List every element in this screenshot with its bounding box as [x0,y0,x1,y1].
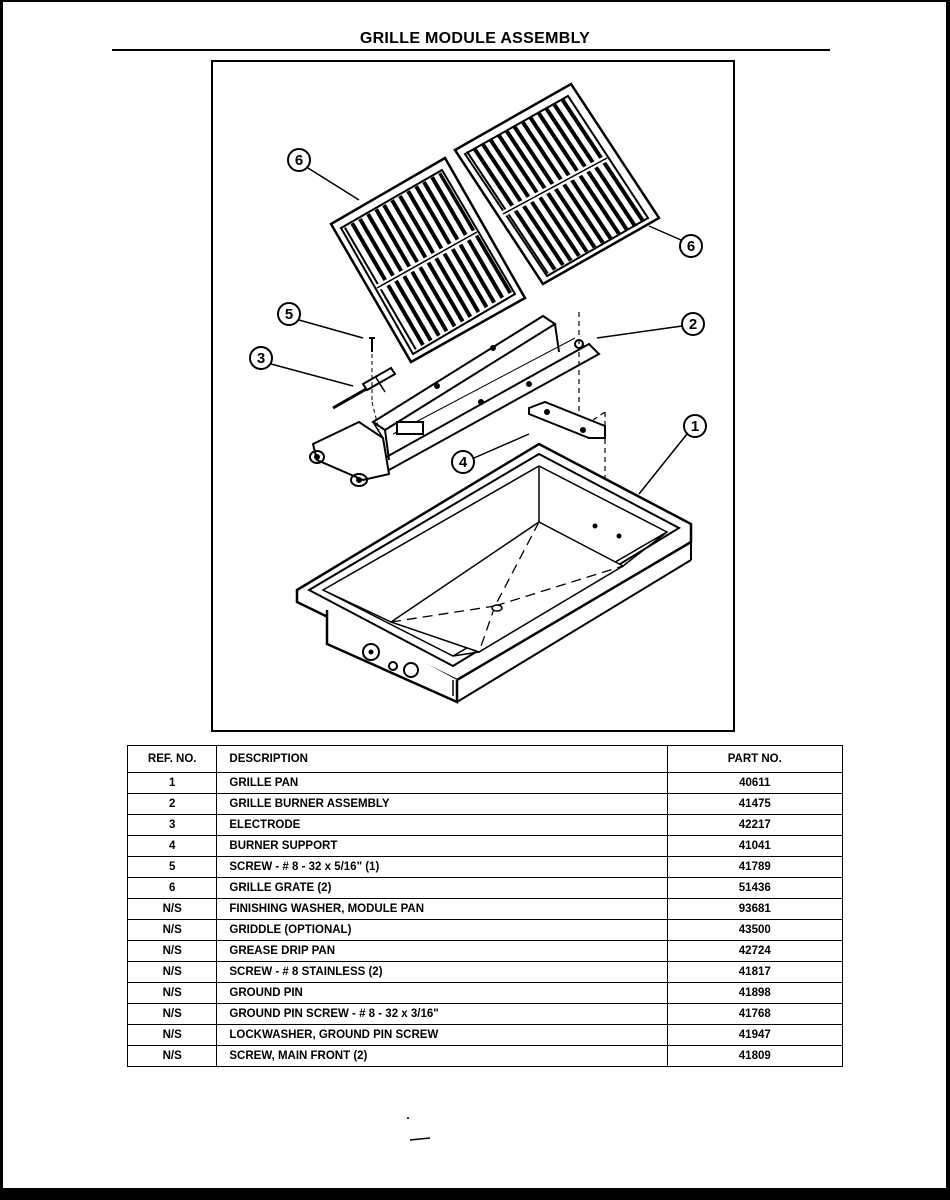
page-border-right [946,0,950,1200]
electrode [333,368,395,408]
parts-table [127,745,843,1067]
scan-specks [400,1110,460,1150]
parts-table-header [128,746,843,773]
description-cell: GROUND PIN SCREW - # 8 - 32 x 3/16" [217,1004,667,1025]
svg-text:1: 1 [690,418,700,435]
svg-text:6: 6 [294,152,304,169]
part-no-cell: 51436 [667,878,842,899]
callout-1 [639,415,706,494]
part-no-cell: 40611 [667,773,842,794]
table-row [128,962,843,983]
callout-3 [250,347,353,386]
grille-pan [297,444,691,702]
table-row [128,1025,843,1046]
table-row [128,836,843,857]
table-row [128,857,843,878]
part-no-cell: 41898 [667,983,842,1004]
part-no-cell: 93681 [667,899,842,920]
table-row [128,983,843,1004]
description-cell: SCREW, MAIN FRONT (2) [217,1046,667,1067]
svg-text:4: 4 [458,454,468,471]
description-cell: GREASE DRIP PAN [217,941,667,962]
page-border-bottom [0,1188,950,1200]
ref-no-cell: 3 [128,815,217,836]
part-no-cell: 41789 [667,857,842,878]
description-cell: GRILLE GRATE (2) [217,878,667,899]
ref-no-cell: 1 [128,773,217,794]
description-cell: SCREW - # 8 STAINLESS (2) [217,962,667,983]
callout-5 [278,303,363,338]
table-row [128,1046,843,1067]
page-border-left [0,0,3,1200]
table-row [128,773,843,794]
exploded-view-figure [211,60,735,732]
part-no-cell: 41041 [667,836,842,857]
part-no-cell: 41947 [667,1025,842,1046]
callout-6-right [649,226,702,257]
table-row [128,899,843,920]
ref-no-cell: 5 [128,857,217,878]
part-no-cell: 41475 [667,794,842,815]
page-title: GRILLE MODULE ASSEMBLY [359,30,591,47]
svg-text:3: 3 [256,350,266,367]
title-underline [112,49,830,51]
ref-no-cell: N/S [128,899,217,920]
ref-no-header: REF. NO. [128,746,217,773]
description-cell: ELECTRODE [217,815,667,836]
ref-no-cell: N/S [128,1046,217,1067]
svg-text:2: 2 [688,316,698,333]
table-row [128,794,843,815]
ref-no-cell: 2 [128,794,217,815]
part-no-header: PART NO. [667,746,842,773]
description-cell: GRIDDLE (OPTIONAL) [217,920,667,941]
description-cell: BURNER SUPPORT [217,836,667,857]
part-no-cell: 41768 [667,1004,842,1025]
ref-no-cell: N/S [128,1004,217,1025]
ref-no-cell: 6 [128,878,217,899]
part-no-cell: 41817 [667,962,842,983]
page-border-top [0,0,950,2]
ref-no-cell: N/S [128,1025,217,1046]
description-cell: GRILLE PAN [217,773,667,794]
description-cell: GROUND PIN [217,983,667,1004]
callout-6-left [288,149,359,200]
part-no-cell: 43500 [667,920,842,941]
table-row [128,920,843,941]
part-no-cell: 42724 [667,941,842,962]
description-cell: FINISHING WASHER, MODULE PAN [217,899,667,920]
svg-text:5: 5 [284,306,294,323]
description-header: DESCRIPTION [217,746,667,773]
ref-no-cell: 4 [128,836,217,857]
description-cell: GRILLE BURNER ASSEMBLY [217,794,667,815]
description-cell: LOCKWASHER, GROUND PIN SCREW [217,1025,667,1046]
table-row [128,941,843,962]
ref-no-cell: N/S [128,941,217,962]
svg-text:6: 6 [686,238,696,255]
table-row [128,815,843,836]
description-cell: SCREW - # 8 - 32 x 5/16" (1) [217,857,667,878]
part-no-cell: 42217 [667,815,842,836]
ref-no-cell: N/S [128,962,217,983]
exploded-view-drawing [213,62,733,730]
part-no-cell: 41809 [667,1046,842,1067]
ref-no-cell: N/S [128,920,217,941]
ref-no-cell: N/S [128,983,217,1004]
callout-2 [597,313,704,338]
table-row [128,878,843,899]
table-row [128,1004,843,1025]
